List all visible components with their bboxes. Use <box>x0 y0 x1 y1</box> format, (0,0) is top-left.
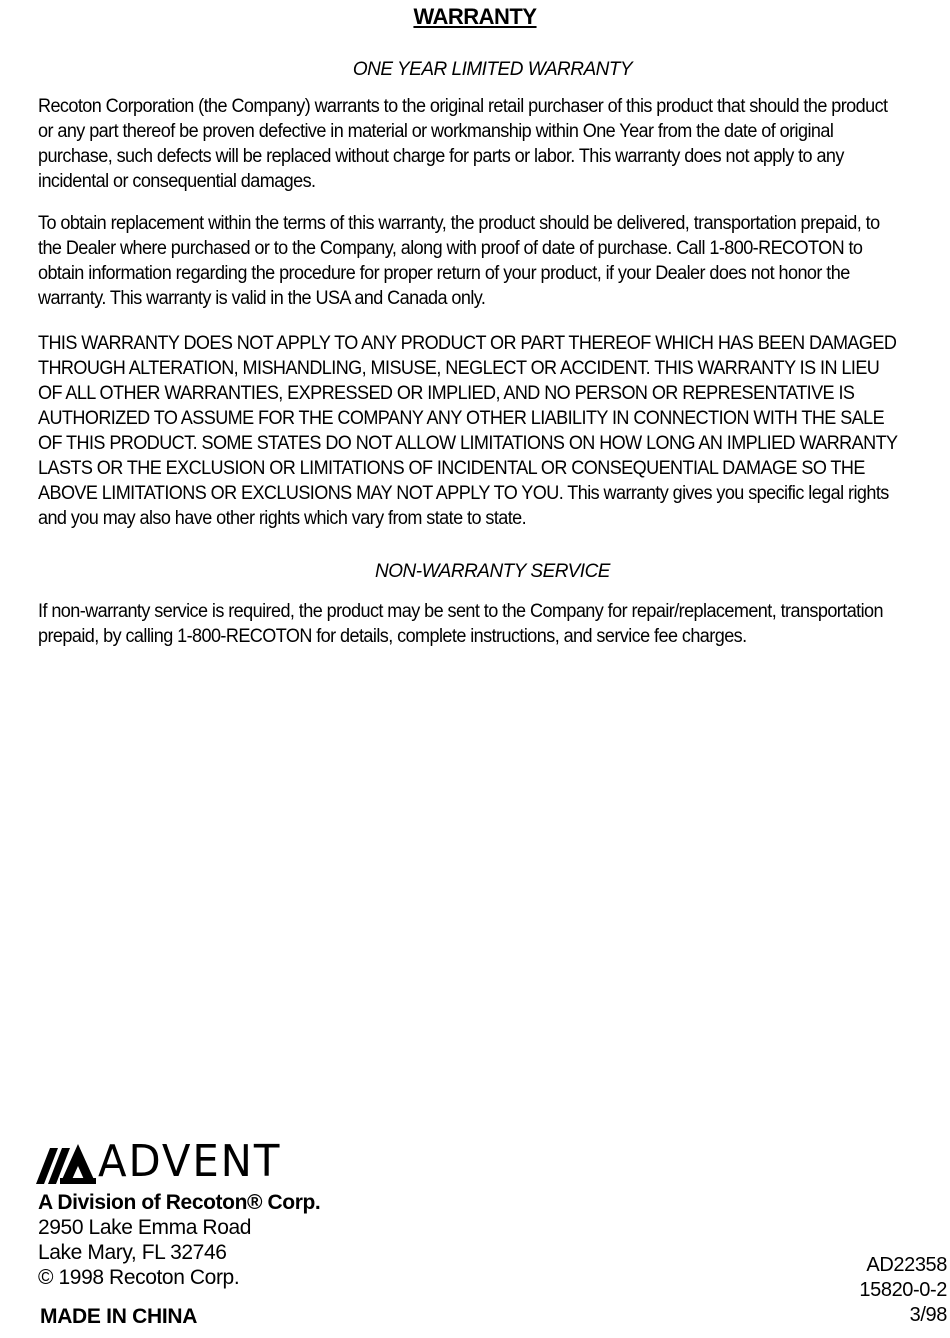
document-date-code: 3/98 <box>909 1304 947 1326</box>
advent-logo-text: ADVENT <box>98 1136 282 1187</box>
document-code-1: AD22358 <box>866 1254 947 1276</box>
non-warranty-heading: NON-WARRANTY SERVICE <box>375 561 610 582</box>
document-codes <box>859 1253 947 1328</box>
advent-logo <box>36 1136 291 1187</box>
warranty-paragraph-1: Recoton Corporation (the Company) warrants to the original retail purchaser of this product that should the product or any part thereof be proven defective in material or workmanship within One Year from the date of original purchase, such defects will be replaced without charge for parts or labor. This warranty does not apply to any incidental or consequential damages. <box>38 96 888 192</box>
document-code-2: 15820-0-2 <box>859 1279 947 1301</box>
address-line-2: Lake Mary, FL 32746 <box>38 1241 227 1264</box>
advent-logo-mark-icon <box>36 1140 96 1184</box>
warranty-paragraph-2: To obtain replacement within the terms of this warranty, the product should be delivered, transportation prepaid, to the Dealer where purchased or to the Company, along with proof of date of purchase. Call 1-800-RECOTON to obtain information regarding the procedure for proper return of your product, if your Dealer does not honor the warranty. This warranty is valid in the USA and Canada only. <box>38 213 880 309</box>
copyright-line: © 1998 Recoton Corp. <box>38 1266 240 1289</box>
address-line-1: 2950 Lake Emma Road <box>38 1216 252 1239</box>
company-address <box>38 1190 320 1290</box>
made-in-label: MADE IN CHINA <box>40 1305 198 1328</box>
limited-warranty-heading: ONE YEAR LIMITED WARRANTY <box>352 59 633 80</box>
division-line: A Division of Recoton® Corp. <box>38 1191 321 1214</box>
warranty-paragraph-3: THIS WARRANTY DOES NOT APPLY TO ANY PRODUCT OR PART THEREOF WHICH HAS BEEN DAMAGED THROUGH ALTERATION, MISHANDLING, MISUSE, NEGLECT OR ACCIDENT. THIS WARRANTY IS IN LIEU OF ALL OTHER WARRANTIES, EXPRESSED OR IMPLIED, AND NO PERSON OR REPRESENTATIVE IS AUTHORIZED TO ASSUME FOR THE COMPANY ANY OTHER LIABILITY IN CONNECTION WITH THE SALE OF THIS PRODUCT. SOME STATES DO NOT ALLOW LIMITATIONS ON HOW LONG AN IMPLIED WARRANTY LASTS OR THE EXCLUSION OR LIMITATIONS OF INCIDENTAL OR CONSEQUENTIAL DAMAGE SO THE ABOVE LIMITATIONS OR EXCLUSIONS MAY NOT APPLY TO YOU. This warranty gives you specific legal rights and you may also have other rights which vary from state to state. <box>38 333 898 529</box>
non-warranty-paragraph: If non-warranty service is required, the product may be sent to the Company for repair/replacement, transportation prepaid, by calling 1-800-RECOTON for details, complete instructions, and service fee charges. <box>38 601 883 647</box>
page-title: WARRANTY <box>413 4 537 29</box>
